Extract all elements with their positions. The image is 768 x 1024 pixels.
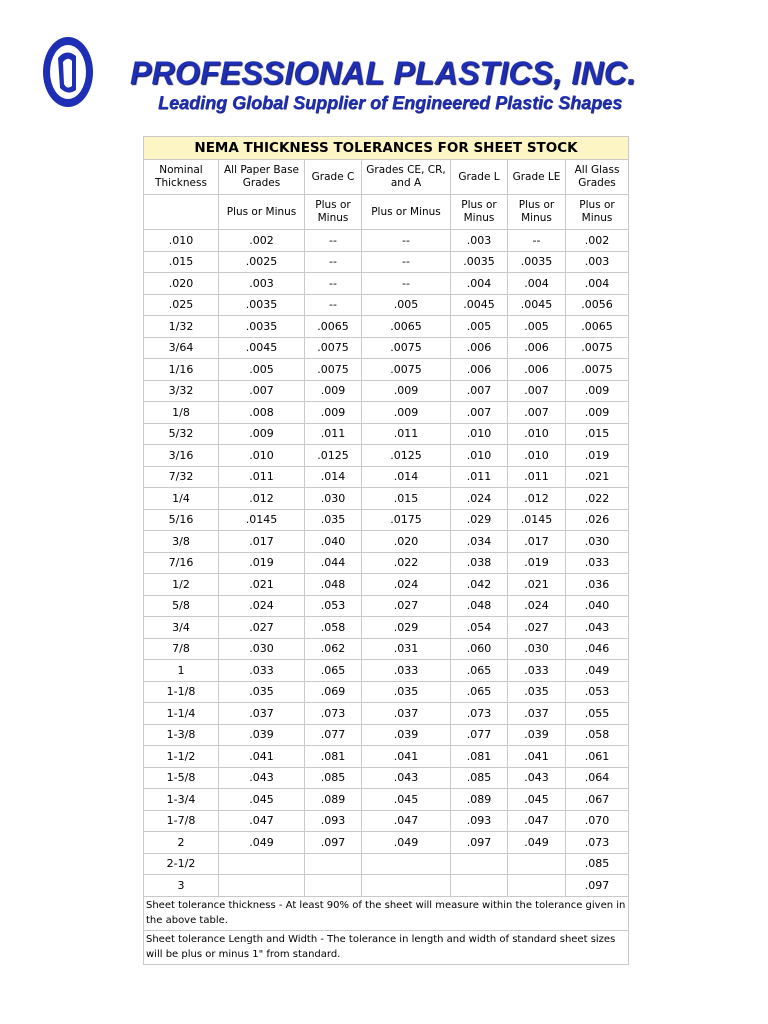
company-name: PROFESSIONAL PLASTICS, INC. <box>130 55 637 91</box>
table-cell: .007 <box>451 380 508 402</box>
table-cell: .007 <box>451 402 508 424</box>
table-cell: .022 <box>566 488 629 510</box>
column-header: All Paper Base Grades <box>219 160 305 195</box>
table-cell: .065 <box>451 660 508 682</box>
table-cell: .043 <box>219 767 305 789</box>
table-cell: .014 <box>305 466 362 488</box>
table-cell: .062 <box>305 638 362 660</box>
table-cell: .006 <box>508 359 566 381</box>
table-cell: .077 <box>451 724 508 746</box>
table-cell: .0065 <box>305 316 362 338</box>
table-cell: .0175 <box>362 509 451 531</box>
table-cell: .030 <box>566 531 629 553</box>
table-cell: .058 <box>566 724 629 746</box>
table-cell: .0065 <box>566 316 629 338</box>
table-cell: .0075 <box>305 359 362 381</box>
table-cell: .0145 <box>508 509 566 531</box>
table-row <box>144 359 629 381</box>
table-cell: 1-3/8 <box>144 724 219 746</box>
table-cell: .043 <box>508 767 566 789</box>
table-cell: .024 <box>362 574 451 596</box>
table-cell: .038 <box>451 552 508 574</box>
table-cell: .043 <box>566 617 629 639</box>
table-cell: 3/8 <box>144 531 219 553</box>
table-cell: .0075 <box>362 359 451 381</box>
table-cell: .049 <box>219 832 305 854</box>
table-cell: .031 <box>362 638 451 660</box>
table-cell: .047 <box>362 810 451 832</box>
table-cell: .039 <box>508 724 566 746</box>
table-cell: .007 <box>508 380 566 402</box>
table-cell: .0056 <box>566 294 629 316</box>
table-cell: .047 <box>219 810 305 832</box>
table-cell: .093 <box>305 810 362 832</box>
table-cell: .085 <box>451 767 508 789</box>
column-subheader: Plus or Minus <box>219 195 305 230</box>
table-row <box>144 681 629 703</box>
table-cell: 5/8 <box>144 595 219 617</box>
table-cell <box>508 853 566 875</box>
table-cell: .017 <box>219 531 305 553</box>
table-cell: .097 <box>566 875 629 897</box>
table-cell: .045 <box>362 789 451 811</box>
table-row <box>144 273 629 295</box>
table-cell: .009 <box>305 402 362 424</box>
table-cell: .097 <box>305 832 362 854</box>
table-cell: .011 <box>451 466 508 488</box>
table-cell: .014 <box>362 466 451 488</box>
table-cell: -- <box>305 294 362 316</box>
table-cell: .006 <box>508 337 566 359</box>
table-cell: .073 <box>305 703 362 725</box>
table-cell: .009 <box>362 380 451 402</box>
table-cell: .077 <box>305 724 362 746</box>
table-row <box>144 531 629 553</box>
table-cell <box>451 853 508 875</box>
table-cell: 1-1/2 <box>144 746 219 768</box>
table-cell: .048 <box>451 595 508 617</box>
table-cell: .064 <box>566 767 629 789</box>
table-cell: .021 <box>566 466 629 488</box>
table-row <box>144 595 629 617</box>
table-cell: -- <box>508 230 566 252</box>
table-cell: .037 <box>362 703 451 725</box>
table-cell: .009 <box>566 380 629 402</box>
table-cell: .081 <box>305 746 362 768</box>
table-cell: .041 <box>362 746 451 768</box>
table-cell: .007 <box>508 402 566 424</box>
table-cell: .021 <box>508 574 566 596</box>
table-cell: 2 <box>144 832 219 854</box>
table-cell: .039 <box>362 724 451 746</box>
table-cell: .019 <box>566 445 629 467</box>
table-cell: .067 <box>566 789 629 811</box>
table-cell: 1-5/8 <box>144 767 219 789</box>
table-cell: .009 <box>362 402 451 424</box>
table-title: NEMA THICKNESS TOLERANCES FOR SHEET STOCK <box>144 137 629 160</box>
tolerance-table <box>143 136 629 965</box>
table-cell: .073 <box>451 703 508 725</box>
table-cell: .005 <box>508 316 566 338</box>
table-cell: .0075 <box>566 359 629 381</box>
table-row <box>144 724 629 746</box>
table-cell: .073 <box>566 832 629 854</box>
table-cell: 1 <box>144 660 219 682</box>
table-cell <box>305 875 362 897</box>
table-cell: .030 <box>305 488 362 510</box>
table-cell: 7/16 <box>144 552 219 574</box>
table-cell: .029 <box>362 617 451 639</box>
table-cell: .010 <box>451 445 508 467</box>
table-row <box>144 660 629 682</box>
table-cell: .015 <box>144 251 219 273</box>
table-cell: 3/32 <box>144 380 219 402</box>
table-row <box>144 337 629 359</box>
table-cell: .049 <box>566 660 629 682</box>
table-row <box>144 638 629 660</box>
table-row <box>144 853 629 875</box>
table-cell: .0045 <box>219 337 305 359</box>
table-row <box>144 810 629 832</box>
table-cell: 1/16 <box>144 359 219 381</box>
table-row <box>144 767 629 789</box>
column-subheader: Plus or Minus <box>362 195 451 230</box>
table-cell: .042 <box>451 574 508 596</box>
column-header: Nominal Thickness <box>144 160 219 195</box>
table-cell: .055 <box>566 703 629 725</box>
table-cell: .041 <box>219 746 305 768</box>
table-cell: .011 <box>305 423 362 445</box>
table-cell: .0035 <box>219 316 305 338</box>
table-row <box>144 466 629 488</box>
table-cell: .070 <box>566 810 629 832</box>
table-cell: .0145 <box>219 509 305 531</box>
table-row <box>144 445 629 467</box>
table-cell: .003 <box>566 251 629 273</box>
table-cell: .033 <box>508 660 566 682</box>
table-cell <box>305 853 362 875</box>
table-cell: .009 <box>219 423 305 445</box>
table-cell: .058 <box>305 617 362 639</box>
table-cell: -- <box>305 251 362 273</box>
table-cell: .033 <box>362 660 451 682</box>
table-row <box>144 380 629 402</box>
table-cell: -- <box>362 273 451 295</box>
table-cell: .037 <box>508 703 566 725</box>
table-cell: .009 <box>566 402 629 424</box>
table-cell: .085 <box>305 767 362 789</box>
table-cell: .011 <box>508 466 566 488</box>
table-cell: .053 <box>305 595 362 617</box>
table-cell: .005 <box>219 359 305 381</box>
table-cell: 7/8 <box>144 638 219 660</box>
table-cell: 1/2 <box>144 574 219 596</box>
table-cell: .024 <box>508 595 566 617</box>
table-cell: .004 <box>508 273 566 295</box>
table-cell: .089 <box>305 789 362 811</box>
table-row <box>144 294 629 316</box>
table-cell: .041 <box>508 746 566 768</box>
table-cell: .019 <box>219 552 305 574</box>
table-cell: .024 <box>451 488 508 510</box>
table-cell: .015 <box>362 488 451 510</box>
table-cell: .025 <box>144 294 219 316</box>
table-cell: .040 <box>305 531 362 553</box>
table-cell: .046 <box>566 638 629 660</box>
table-cell: .012 <box>508 488 566 510</box>
table-cell: .004 <box>566 273 629 295</box>
column-header: All Glass Grades <box>566 160 629 195</box>
table-cell: .022 <box>362 552 451 574</box>
table-cell: .043 <box>362 767 451 789</box>
table-cell: .0035 <box>219 294 305 316</box>
table-cell: -- <box>362 251 451 273</box>
table-cell: .0065 <box>362 316 451 338</box>
table-row <box>144 617 629 639</box>
table-cell: .002 <box>219 230 305 252</box>
table-cell <box>508 875 566 897</box>
table-cell: .009 <box>305 380 362 402</box>
table-cell: .061 <box>566 746 629 768</box>
table-cell: .033 <box>219 660 305 682</box>
table-cell: -- <box>305 273 362 295</box>
table-cell: .089 <box>451 789 508 811</box>
table-cell: .039 <box>219 724 305 746</box>
table-cell: 1/32 <box>144 316 219 338</box>
table-cell: .019 <box>508 552 566 574</box>
table-cell: .065 <box>451 681 508 703</box>
table-row <box>144 703 629 725</box>
table-cell: .002 <box>566 230 629 252</box>
table-cell: 1-7/8 <box>144 810 219 832</box>
table-cell: .027 <box>508 617 566 639</box>
table-cell: .0035 <box>508 251 566 273</box>
table-cell: .040 <box>566 595 629 617</box>
table-cell: .035 <box>362 681 451 703</box>
table-cell: .060 <box>451 638 508 660</box>
column-subheader: Plus or Minus <box>451 195 508 230</box>
table-cell: .020 <box>144 273 219 295</box>
table-cell: 1-1/8 <box>144 681 219 703</box>
table-row <box>144 251 629 273</box>
table-cell: .030 <box>508 638 566 660</box>
table-cell: .054 <box>451 617 508 639</box>
table-row <box>144 832 629 854</box>
table-row <box>144 230 629 252</box>
table-cell: .029 <box>451 509 508 531</box>
table-cell: .0075 <box>566 337 629 359</box>
table-cell: .012 <box>219 488 305 510</box>
table-cell <box>362 853 451 875</box>
table-cell: .027 <box>362 595 451 617</box>
table-cell: 3/4 <box>144 617 219 639</box>
table-cell: .065 <box>305 660 362 682</box>
table-row <box>144 402 629 424</box>
table-cell: .045 <box>219 789 305 811</box>
table-cell: .0025 <box>219 251 305 273</box>
table-cell: .045 <box>508 789 566 811</box>
table-cell: .0035 <box>451 251 508 273</box>
table-cell: .093 <box>451 810 508 832</box>
table-row <box>144 875 629 897</box>
table-cell: .015 <box>566 423 629 445</box>
table-row <box>144 746 629 768</box>
table-cell <box>362 875 451 897</box>
table-cell: .010 <box>508 445 566 467</box>
table-cell: 1/4 <box>144 488 219 510</box>
table-cell: .053 <box>566 681 629 703</box>
table-cell: .085 <box>566 853 629 875</box>
table-cell: .006 <box>451 359 508 381</box>
table-row <box>144 509 629 531</box>
table-row <box>144 488 629 510</box>
table-cell: .0125 <box>362 445 451 467</box>
column-header: Grade L <box>451 160 508 195</box>
table-cell: .033 <box>566 552 629 574</box>
table-cell: .010 <box>219 445 305 467</box>
table-row <box>144 789 629 811</box>
table-cell: .037 <box>219 703 305 725</box>
table-cell: 7/32 <box>144 466 219 488</box>
table-row <box>144 574 629 596</box>
table-cell: 1-3/4 <box>144 789 219 811</box>
table-cell: 1/8 <box>144 402 219 424</box>
table-note: Sheet tolerance thickness - At least 90% of the sheet will measure within the tolerance given in the above table. <box>144 896 629 930</box>
table-cell <box>451 875 508 897</box>
column-header: Grade C <box>305 160 362 195</box>
table-cell: .008 <box>219 402 305 424</box>
table-cell: .0045 <box>508 294 566 316</box>
table-cell: .010 <box>144 230 219 252</box>
table-cell: .036 <box>566 574 629 596</box>
table-row <box>144 423 629 445</box>
table-cell: .048 <box>305 574 362 596</box>
table-row <box>144 316 629 338</box>
table-cell: .081 <box>451 746 508 768</box>
company-logo <box>40 34 96 110</box>
table-cell: -- <box>362 230 451 252</box>
table-cell <box>219 875 305 897</box>
table-cell: .004 <box>451 273 508 295</box>
table-cell: .0125 <box>305 445 362 467</box>
column-subheader: Plus or Minus <box>305 195 362 230</box>
table-row <box>144 552 629 574</box>
table-cell: .024 <box>219 595 305 617</box>
table-cell: .003 <box>219 273 305 295</box>
column-subheader: Plus or Minus <box>508 195 566 230</box>
table-cell: .044 <box>305 552 362 574</box>
table-cell: .005 <box>451 316 508 338</box>
table-cell: .005 <box>362 294 451 316</box>
table-cell: .021 <box>219 574 305 596</box>
table-cell: .035 <box>508 681 566 703</box>
table-cell: .017 <box>508 531 566 553</box>
table-cell: 3/64 <box>144 337 219 359</box>
column-header: Grade LE <box>508 160 566 195</box>
table-cell: .097 <box>451 832 508 854</box>
table-cell: .003 <box>451 230 508 252</box>
table-cell: 3/16 <box>144 445 219 467</box>
company-tagline: Leading Global Supplier of Engineered Plastic Shapes <box>158 93 623 113</box>
table-cell: .027 <box>219 617 305 639</box>
table-cell <box>219 853 305 875</box>
table-cell: .0075 <box>362 337 451 359</box>
table-cell: .007 <box>219 380 305 402</box>
table-cell: .011 <box>362 423 451 445</box>
table-cell: .011 <box>219 466 305 488</box>
table-cell: .026 <box>566 509 629 531</box>
column-subheader: Plus or Minus <box>566 195 629 230</box>
table-cell: -- <box>305 230 362 252</box>
table-cell: .0075 <box>305 337 362 359</box>
table-cell: .030 <box>219 638 305 660</box>
column-header: Grades CE, CR, and A <box>362 160 451 195</box>
table-cell: .0045 <box>451 294 508 316</box>
table-cell: .010 <box>508 423 566 445</box>
table-cell: .035 <box>219 681 305 703</box>
table-cell: 5/32 <box>144 423 219 445</box>
table-cell: .035 <box>305 509 362 531</box>
table-cell: .010 <box>451 423 508 445</box>
table-cell: 1-1/4 <box>144 703 219 725</box>
table-cell: 3 <box>144 875 219 897</box>
table-cell: 5/16 <box>144 509 219 531</box>
table-cell: .049 <box>362 832 451 854</box>
table-cell: .020 <box>362 531 451 553</box>
column-subheader <box>144 195 219 230</box>
table-cell: .006 <box>451 337 508 359</box>
table-note: Sheet tolerance Length and Width - The tolerance in length and width of standard sheet sizes will be plus or minus 1" from standard. <box>144 930 629 964</box>
table-cell: .049 <box>508 832 566 854</box>
table-cell: 2-1/2 <box>144 853 219 875</box>
table-cell: .047 <box>508 810 566 832</box>
table-cell: .034 <box>451 531 508 553</box>
table-cell: .069 <box>305 681 362 703</box>
